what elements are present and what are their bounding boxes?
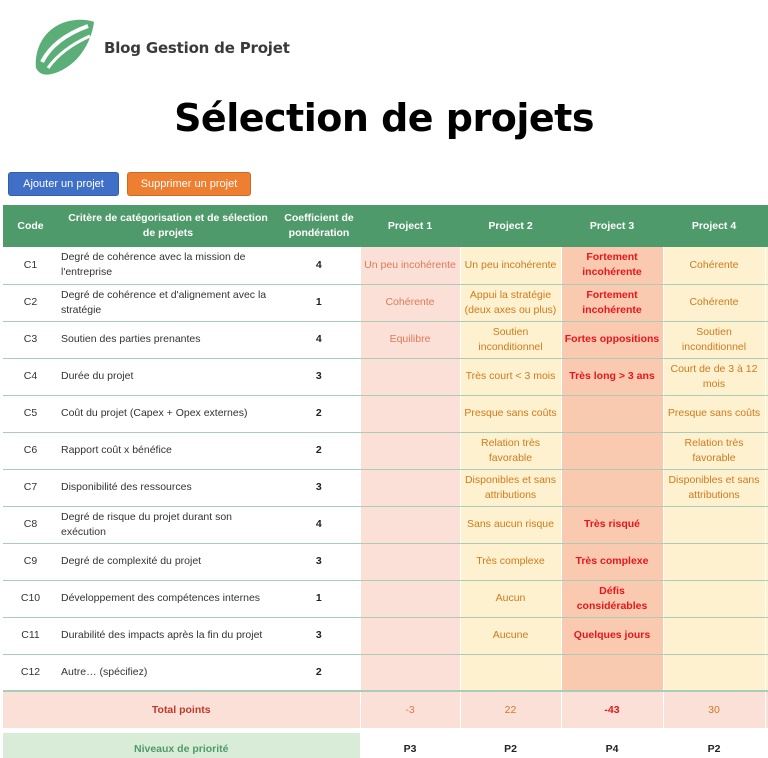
row-criteria: Degré de cohérence avec la mission de l'entreprise xyxy=(58,247,278,284)
table-row xyxy=(3,432,768,469)
cell-project-3[interactable] xyxy=(561,395,663,432)
table-row xyxy=(3,247,768,284)
row-code: C8 xyxy=(3,506,58,543)
total-project-4: 30 xyxy=(663,691,765,728)
cell-project-2[interactable]: Un peu incohérente xyxy=(460,247,561,284)
cell-project-4[interactable]: Relation très favorable xyxy=(663,432,765,469)
cell-project-3[interactable]: Défis considérables xyxy=(561,580,663,617)
row-criteria: Coût du projet (Capex + Opex externes) xyxy=(58,395,278,432)
row-weight[interactable]: 2 xyxy=(278,654,360,691)
row-weight[interactable]: 1 xyxy=(278,580,360,617)
total-project-1: -3 xyxy=(360,691,460,728)
cell-project-3[interactable]: Très complexe xyxy=(561,543,663,580)
cell-project-1[interactable] xyxy=(360,358,460,395)
total-label: Total points xyxy=(3,691,360,728)
row-code: C1 xyxy=(3,247,58,284)
cell-project-3[interactable]: Fortes oppositions xyxy=(561,321,663,358)
header-weight: Coefficient de pondération xyxy=(278,205,360,247)
cell-project-4[interactable]: Cohérente xyxy=(663,247,765,284)
cell-project-3[interactable]: Quelques jours xyxy=(561,617,663,654)
row-weight[interactable]: 3 xyxy=(278,543,360,580)
row-code: C9 xyxy=(3,543,58,580)
priority-project-3: P4 xyxy=(561,733,663,758)
cell-project-4[interactable] xyxy=(663,580,765,617)
row-code: C11 xyxy=(3,617,58,654)
cell-project-1[interactable] xyxy=(360,543,460,580)
table-row xyxy=(3,506,768,543)
project-selection-table xyxy=(3,205,768,758)
row-weight[interactable]: 2 xyxy=(278,395,360,432)
cell-project-2[interactable]: Aucun xyxy=(460,580,561,617)
row-code: C12 xyxy=(3,654,58,691)
row-code: C6 xyxy=(3,432,58,469)
row-criteria: Degré de risque du projet durant son exécution xyxy=(58,506,278,543)
cell-project-1[interactable] xyxy=(360,654,460,691)
row-code: C7 xyxy=(3,469,58,506)
row-code: C2 xyxy=(3,284,58,321)
row-criteria: Disponibilité des ressources xyxy=(58,469,278,506)
priority-project-2: P2 xyxy=(460,733,561,758)
row-criteria: Degré de complexité du projet xyxy=(58,543,278,580)
table-row xyxy=(3,469,768,506)
row-code: C4 xyxy=(3,358,58,395)
header-project-3: Project 3 xyxy=(561,205,663,247)
cell-project-2[interactable]: Très complexe xyxy=(460,543,561,580)
cell-project-2[interactable]: Presque sans coûts xyxy=(460,395,561,432)
table-row xyxy=(3,654,768,691)
table-row xyxy=(3,284,768,321)
cell-project-2[interactable]: Très court < 3 mois xyxy=(460,358,561,395)
cell-project-3[interactable]: Très long > 3 ans xyxy=(561,358,663,395)
cell-project-4[interactable] xyxy=(663,506,765,543)
header-code: Code xyxy=(3,205,58,247)
header-row xyxy=(3,205,768,247)
cell-project-2[interactable]: Disponibles et sans attributions xyxy=(460,469,561,506)
cell-project-1[interactable] xyxy=(360,395,460,432)
row-code: C5 xyxy=(3,395,58,432)
row-weight[interactable]: 1 xyxy=(278,284,360,321)
cell-project-1[interactable]: Equilibre xyxy=(360,321,460,358)
row-criteria: Durabilité des impacts après la fin du projet xyxy=(58,617,278,654)
header-project-2: Project 2 xyxy=(460,205,561,247)
priority-row xyxy=(3,733,768,758)
cell-project-4[interactable]: Soutien inconditionnel xyxy=(663,321,765,358)
row-criteria: Rapport coût x bénéfice xyxy=(58,432,278,469)
cell-project-2[interactable]: Sans aucun risque xyxy=(460,506,561,543)
cell-project-2[interactable]: Appui la stratégie (deux axes ou plus) xyxy=(460,284,561,321)
row-weight[interactable]: 3 xyxy=(278,469,360,506)
cell-project-4[interactable] xyxy=(663,543,765,580)
cell-project-2[interactable]: Aucune xyxy=(460,617,561,654)
cell-project-1[interactable]: Un peu incohérente xyxy=(360,247,460,284)
priority-project-4: P2 xyxy=(663,733,765,758)
cell-project-3[interactable]: Très risqué xyxy=(561,506,663,543)
table-row xyxy=(3,395,768,432)
row-criteria: Durée du projet xyxy=(58,358,278,395)
row-code: C10 xyxy=(3,580,58,617)
table-row xyxy=(3,617,768,654)
cell-project-4[interactable]: Cohérente xyxy=(663,284,765,321)
row-criteria: Soutien des parties prenantes xyxy=(58,321,278,358)
cell-project-3[interactable]: Fortement incohérente xyxy=(561,284,663,321)
row-weight[interactable]: 4 xyxy=(278,506,360,543)
total-project-3: -43 xyxy=(561,691,663,728)
header-criteria: Critère de catégorisation et de sélection de projets xyxy=(58,205,278,247)
cell-project-1[interactable] xyxy=(360,617,460,654)
cell-project-2[interactable]: Relation très favorable xyxy=(460,432,561,469)
cell-project-1[interactable] xyxy=(360,506,460,543)
row-weight[interactable]: 3 xyxy=(278,617,360,654)
cell-project-1[interactable] xyxy=(360,469,460,506)
cell-project-4[interactable]: Disponibles et sans attributions xyxy=(663,469,765,506)
row-weight[interactable]: 4 xyxy=(278,321,360,358)
cell-project-4[interactable]: Court de de 3 à 12 mois xyxy=(663,358,765,395)
cell-project-3[interactable] xyxy=(561,654,663,691)
cell-project-4[interactable] xyxy=(663,617,765,654)
row-weight[interactable]: 2 xyxy=(278,432,360,469)
cell-project-3[interactable]: Fortement incohérente xyxy=(561,247,663,284)
cell-project-2[interactable]: Soutien inconditionnel xyxy=(460,321,561,358)
row-weight[interactable]: 3 xyxy=(278,358,360,395)
header-project-4: Project 4 xyxy=(663,205,765,247)
row-code: C3 xyxy=(3,321,58,358)
cell-project-3[interactable] xyxy=(561,469,663,506)
cell-project-3[interactable] xyxy=(561,432,663,469)
table-row xyxy=(3,543,768,580)
priority-project-1: P3 xyxy=(360,733,460,758)
table-row xyxy=(3,358,768,395)
row-weight[interactable]: 4 xyxy=(278,247,360,284)
brand-name: Blog Gestion de Projet xyxy=(104,39,290,57)
leaf-logo-icon xyxy=(32,18,96,78)
cell-project-1[interactable] xyxy=(360,432,460,469)
row-criteria: Autre… (spécifiez) xyxy=(58,654,278,691)
table-row xyxy=(3,580,768,617)
cell-project-4[interactable] xyxy=(663,654,765,691)
brand-logo xyxy=(32,18,290,78)
page-title: Sélection de projets xyxy=(174,96,594,140)
priority-label: Niveaux de priorité xyxy=(3,733,360,758)
table-row xyxy=(3,321,768,358)
cell-project-1[interactable] xyxy=(360,580,460,617)
header-project-1: Project 1 xyxy=(360,205,460,247)
row-criteria: Développement des compétences internes xyxy=(58,580,278,617)
total-project-2: 22 xyxy=(460,691,561,728)
row-criteria: Degré de cohérence et d'alignement avec la stratégie xyxy=(58,284,278,321)
cell-project-2[interactable] xyxy=(460,654,561,691)
total-row xyxy=(3,691,768,728)
cell-project-1[interactable]: Cohérente xyxy=(360,284,460,321)
delete-project-button[interactable]: Supprimer un projet xyxy=(127,172,251,196)
cell-project-4[interactable]: Presque sans coûts xyxy=(663,395,765,432)
add-project-button[interactable]: Ajouter un projet xyxy=(8,172,119,196)
